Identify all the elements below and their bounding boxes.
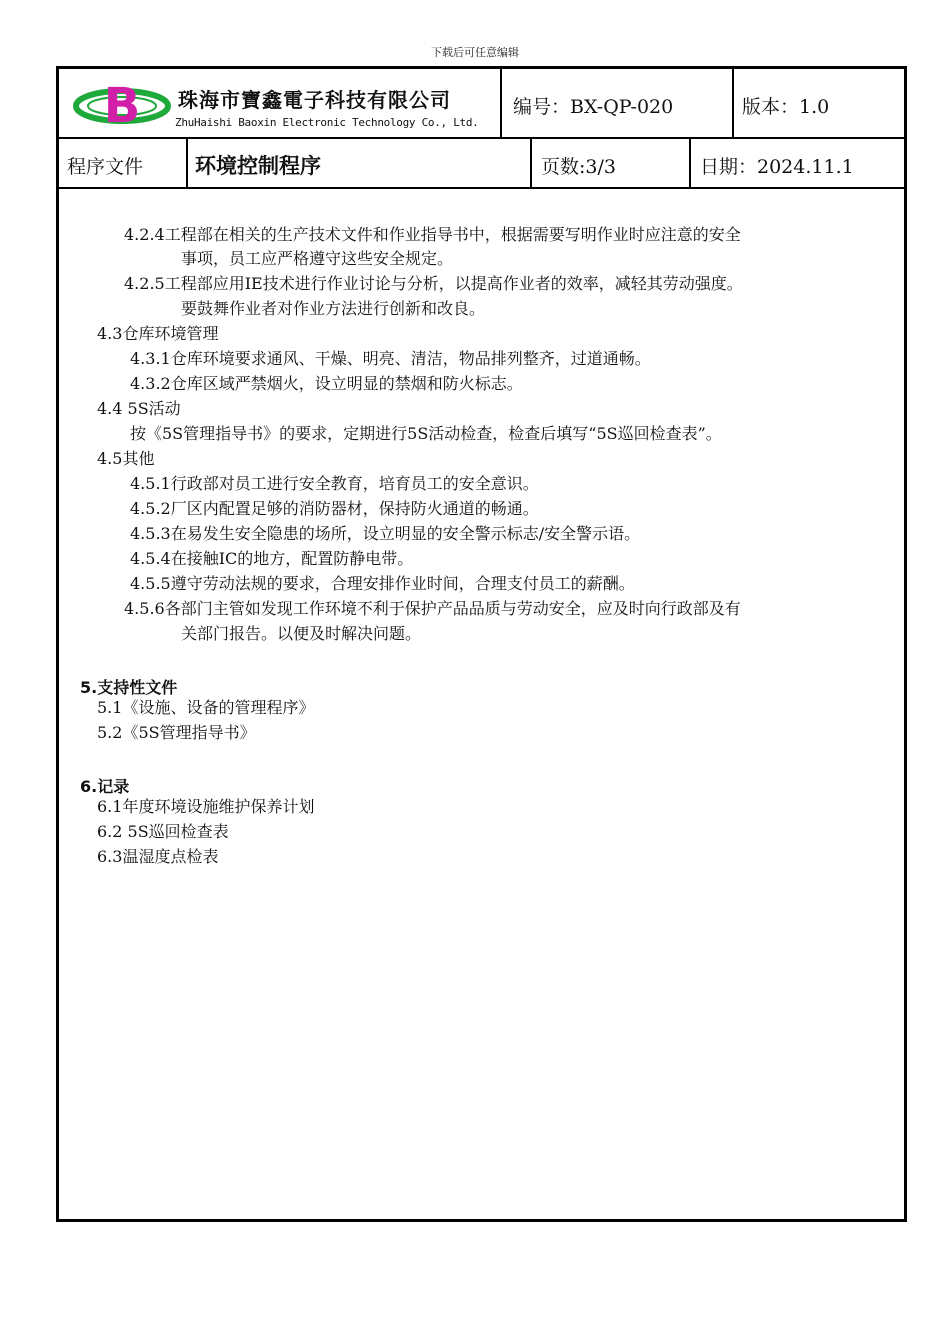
doc-date: 日期：2024.11.1 [700, 156, 854, 178]
section-heading: 5.支持性文件 [80, 678, 178, 697]
divider [186, 139, 188, 188]
text-line: 按《5S管理指导书》的要求，定期进行5S活动检查，检查后填写“5S巡回检查表”。 [130, 424, 722, 443]
divider [732, 69, 734, 138]
text-line: 事项，员工应严格遵守这些安全规定。 [181, 249, 454, 268]
text-line: 4.5.6各部门主管如发现工作环境不利于保护产品品质与劳动安全，应及时向行政部及有 [124, 599, 741, 618]
text-line: 4.2.4工程部在相关的生产技术文件和作业指导书中，根据需要写明作业时应注意的安全 [124, 225, 741, 244]
doc-version: 版本：1.0 [742, 96, 830, 118]
doc-type: 程序文件 [67, 156, 144, 178]
text-line: 4.5.4在接触IC的地方，配置防静电带。 [130, 549, 414, 568]
doc-number: 编号：BX-QP-020 [513, 96, 674, 118]
text-line: 5.2《5S管理指导书》 [97, 723, 256, 742]
page-count: 页数:3/3 [541, 156, 616, 178]
text-line: 关部门报告。以便及时解决问题。 [181, 624, 422, 643]
company-logo [72, 78, 172, 128]
text-line: 5.1《设施、设备的管理程序》 [97, 698, 315, 717]
company-name-en: ZhuHaishi Baoxin Electronic Technology Co., Ltd. [175, 116, 479, 129]
text-line: 6.3温湿度点检表 [97, 847, 219, 866]
text-line: 4.5.2厂区内配置足够的消防器材，保持防火通道的畅通。 [130, 499, 539, 518]
text-line: 4.3.1仓库环境要求通风、干燥、明亮、清洁，物品排列整齐，过道通畅。 [130, 349, 651, 368]
divider [689, 139, 691, 188]
company-name-cn: 珠海市寶鑫電子科技有限公司 [178, 88, 451, 112]
divider [530, 139, 532, 188]
text-line: 4.5.1行政部对员工进行安全教育，培育员工的安全意识。 [130, 474, 539, 493]
text-line: 4.3.2仓库区域严禁烟火，设立明显的禁烟和防火标志。 [130, 374, 523, 393]
section-heading: 6.记录 [80, 777, 130, 796]
divider [500, 69, 502, 138]
section-heading: 4.3仓库环境管理 [97, 324, 219, 343]
text-line: 要鼓舞作业者对作业方法进行创新和改良。 [181, 299, 486, 318]
section-heading: 4.5其他 [97, 449, 155, 468]
svg-text:B: B [103, 78, 141, 130]
text-line: 4.5.5遵守劳动法规的要求，合理安排作业时间，合理支付员工的薪酬。 [130, 574, 635, 593]
text-line: 4.5.3在易发生安全隐患的场所，设立明显的安全警示标志/安全警示语。 [130, 524, 641, 543]
doc-title: 环境控制程序 [195, 154, 321, 178]
top-note: 下载后可任意编辑 [431, 46, 519, 59]
text-line: 6.2 5S巡回检查表 [97, 822, 229, 841]
text-line: 6.1年度环境设施维护保养计划 [97, 797, 315, 816]
section-heading: 4.4 5S活动 [97, 399, 181, 418]
text-line: 4.2.5工程部应用IE技术进行作业讨论与分析，以提高作业者的效率，减轻其劳动强度。 [124, 274, 743, 293]
